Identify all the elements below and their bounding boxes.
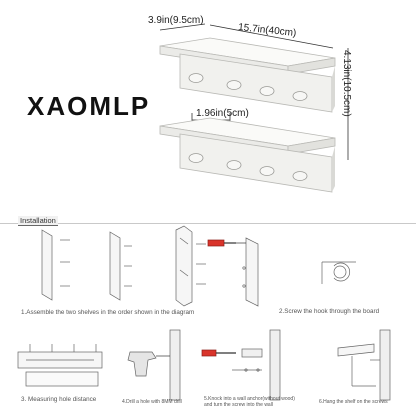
step-5-label: 5.Knock into a wall anchor(without wood) <box>204 396 295 402</box>
length-dimension: 15.7in(40cm) <box>237 21 297 40</box>
installation-title: Installation <box>20 216 56 225</box>
step-5-label-line2: and turn the screw into the wall <box>204 402 273 408</box>
step3-diagram <box>18 344 102 386</box>
step-2-label: 2.Screw the hook through the board <box>279 308 380 315</box>
step5-diagram <box>202 330 280 400</box>
step-3-label: 3. Measuring hole distance <box>21 396 97 403</box>
depth-dimension: 3.9in(9.5cm) <box>148 15 204 26</box>
brand-logo: XAOMLP <box>27 91 151 121</box>
height-dimension: 4.13in(10.5cm) <box>341 50 352 117</box>
step-6-label: 6.Hang the shelf on the screws <box>319 399 388 405</box>
step-4-label: 4.Drill a hole with 8MM drill <box>122 399 182 405</box>
step1-diagram <box>42 226 206 306</box>
step2-diagram <box>208 238 356 306</box>
step4-diagram <box>128 330 180 400</box>
hook-spacing-dimension: 1.96in(5cm) <box>196 108 249 119</box>
step-1-label: 1.Assemble the two shelves in the order shown in the diagram <box>21 309 195 316</box>
step6-diagram <box>338 330 390 400</box>
